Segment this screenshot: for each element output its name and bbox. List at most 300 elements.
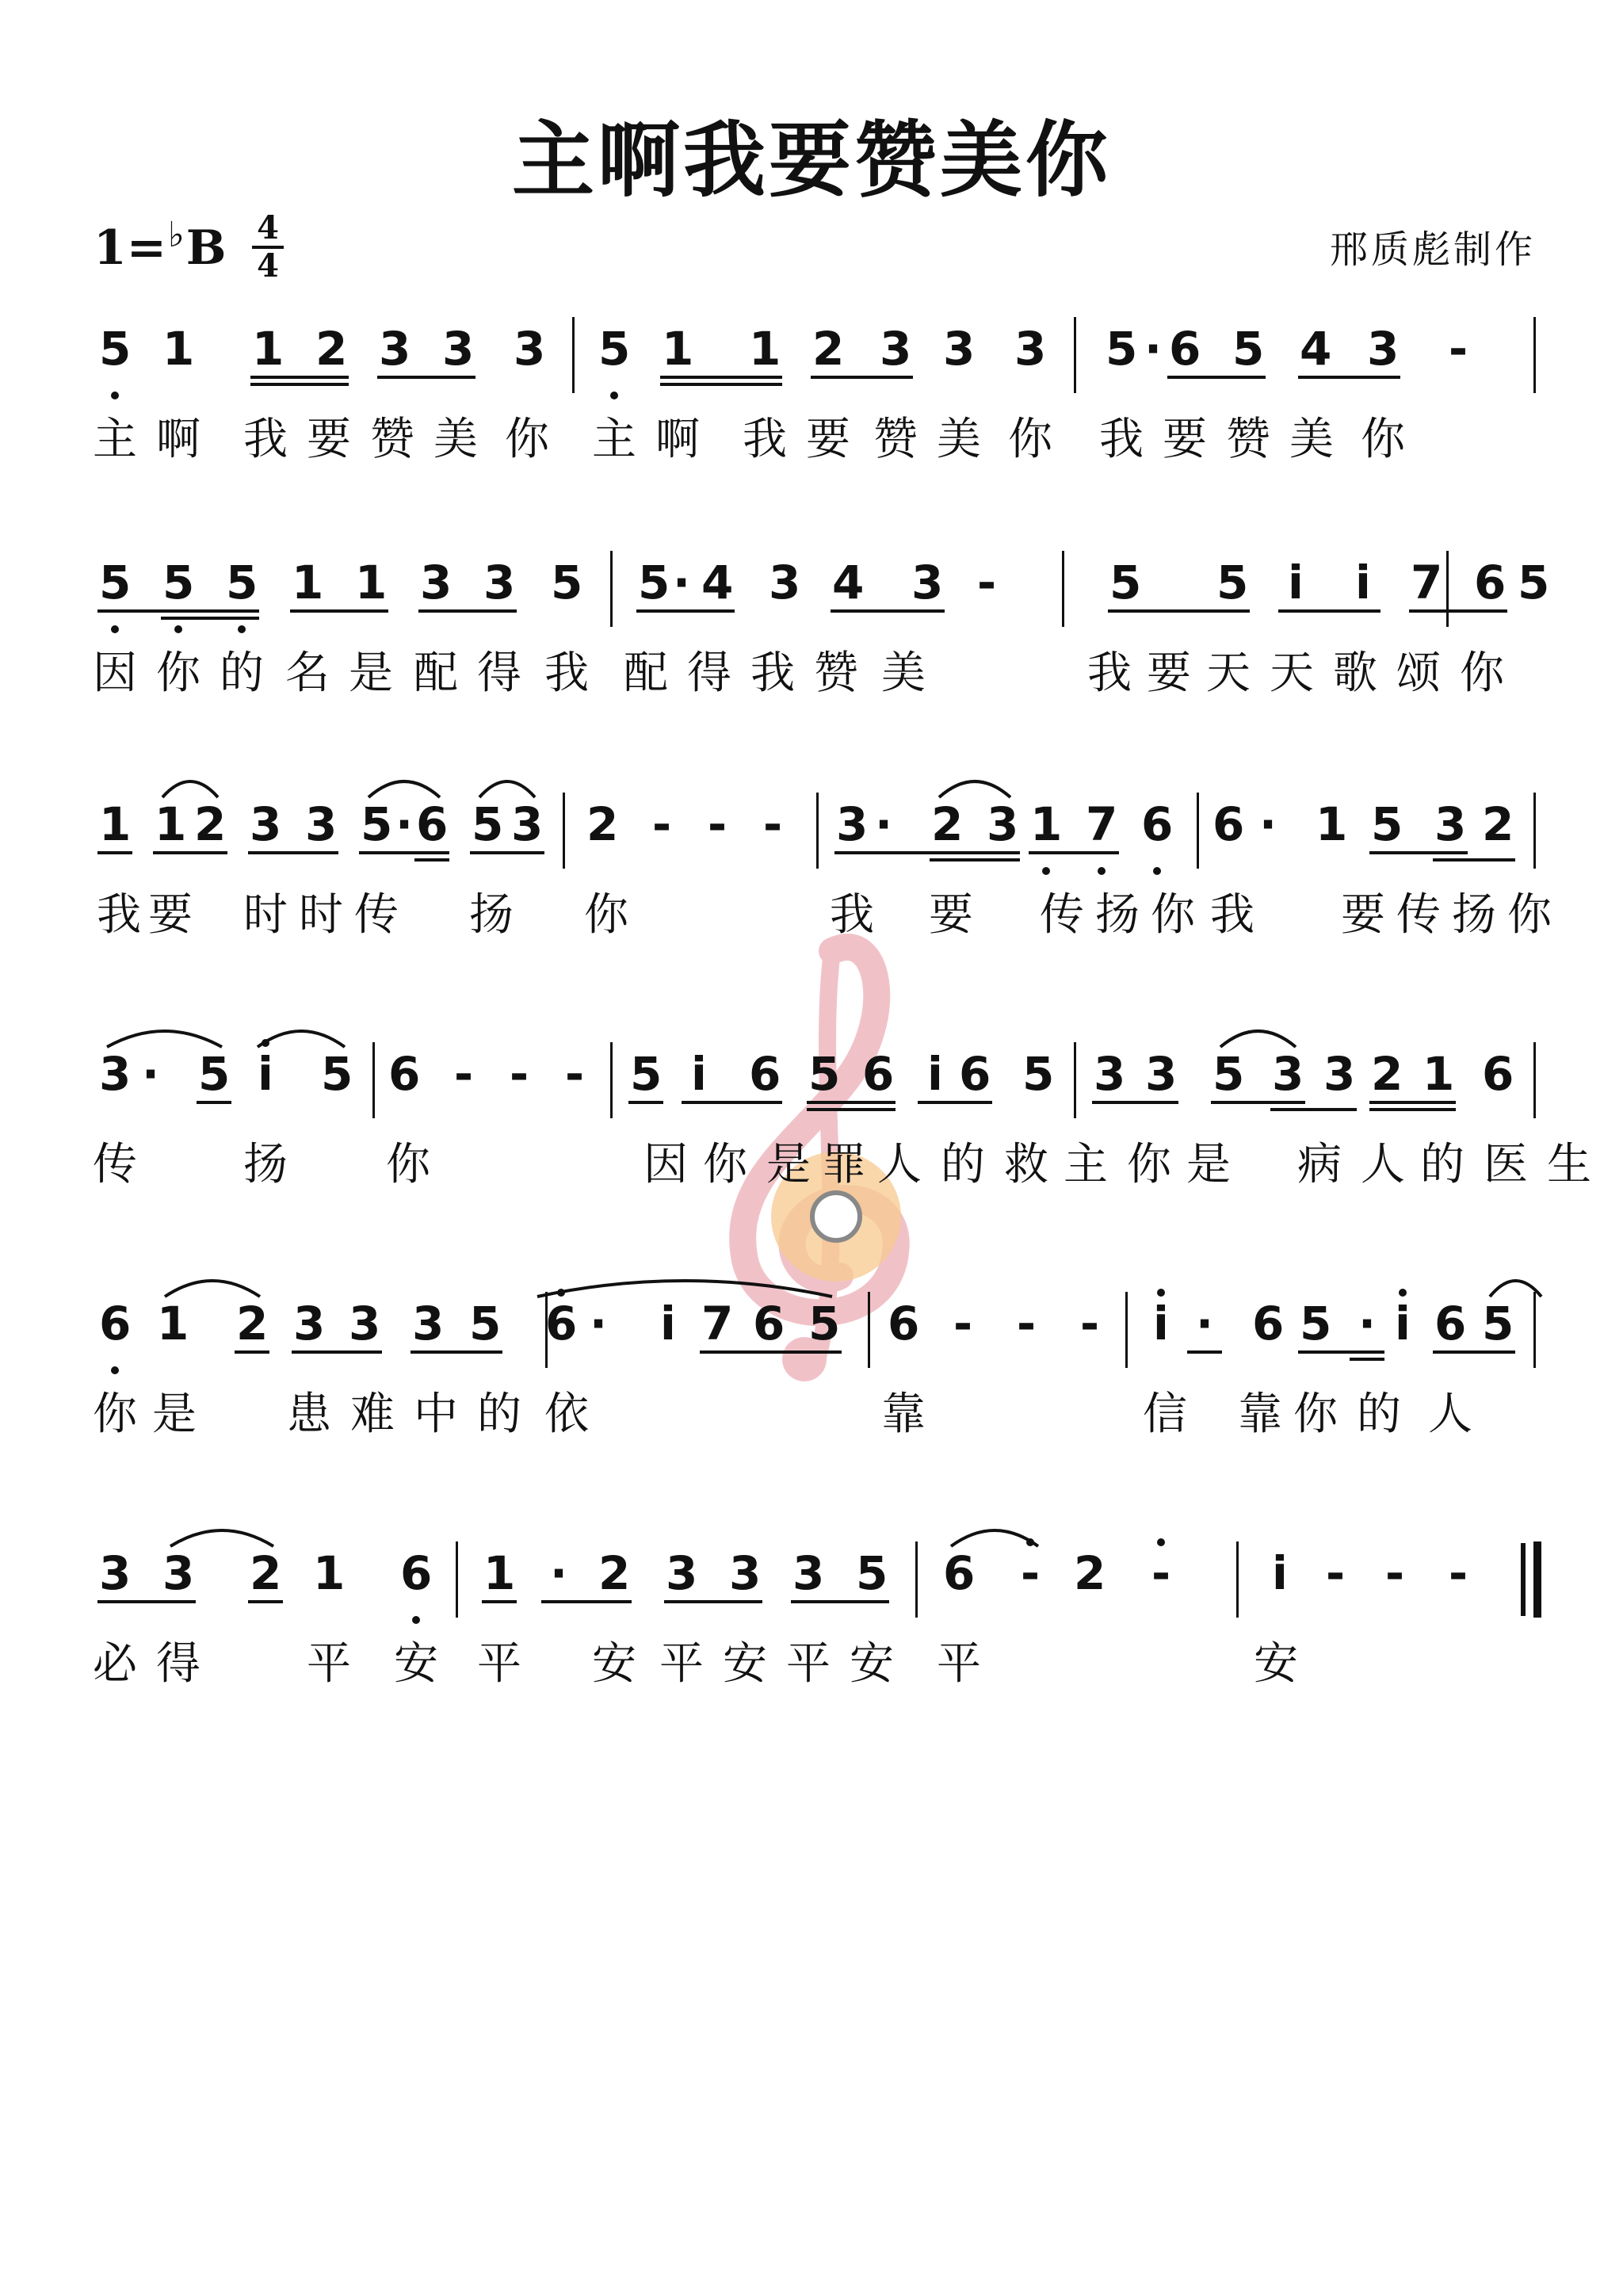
lyric-char: 美: [433, 414, 478, 465]
lyric-char: 你: [505, 414, 549, 465]
lyric-char: 平: [307, 1638, 351, 1690]
beam-underline: [1298, 1350, 1384, 1354]
beam-underline: [1369, 851, 1468, 854]
lyrics-line: [0, 1629, 1623, 1690]
beam-underline: [1433, 858, 1515, 861]
lyric-char: 平: [659, 1638, 704, 1690]
slurs-layer: [0, 295, 1623, 327]
barline: [610, 551, 613, 627]
flat-symbol: ♭: [168, 215, 185, 255]
beam-underline: [682, 1101, 782, 1104]
notes-line: [0, 543, 1623, 638]
note: 1: [749, 322, 781, 376]
note: 3: [836, 797, 869, 851]
note: 5: [551, 556, 583, 609]
beam-underline: [664, 1600, 762, 1603]
lyrics-line: [0, 1379, 1623, 1440]
barline: [1125, 1292, 1128, 1368]
note: 5: [1106, 322, 1138, 376]
barline: [372, 1042, 375, 1118]
lyrics-line: [0, 638, 1623, 699]
lyric-char: 要: [1163, 414, 1207, 465]
note: 2: [812, 322, 845, 376]
note: 3: [483, 556, 516, 609]
notes-line: [0, 1284, 1623, 1379]
lyric-char: 是: [152, 1389, 197, 1440]
note: 5: [808, 1297, 841, 1350]
note: i: [660, 1297, 676, 1350]
barline: [1074, 1042, 1076, 1118]
barline: [610, 1042, 613, 1118]
lyric-char: 要: [307, 414, 351, 465]
barline: [1533, 793, 1536, 869]
note: 3: [420, 556, 453, 609]
lyric-char: 扬: [1452, 889, 1496, 941]
lyric-char: 你: [703, 1139, 747, 1190]
slur: [162, 781, 218, 797]
low-octave-dot: [1042, 867, 1050, 875]
note: 4: [701, 556, 734, 609]
note: 7: [701, 1297, 734, 1350]
lyric-char: 必: [93, 1638, 137, 1690]
slur: [369, 781, 440, 797]
dash: -: [651, 797, 672, 851]
lyric-char: 的: [1357, 1389, 1401, 1440]
note: 5: [1300, 1297, 1332, 1350]
score-title: 主啊我要赞美你: [511, 111, 1111, 208]
dash: -: [564, 1047, 585, 1101]
note: 5: [198, 1047, 231, 1101]
lyrics-line: [0, 404, 1623, 465]
note: 3: [250, 797, 282, 851]
lyric-char: 我: [750, 648, 795, 699]
lyric-char: 安: [723, 1638, 767, 1690]
note: 6: [400, 1546, 433, 1600]
barline: [1062, 551, 1064, 627]
slur: [951, 1530, 1038, 1546]
lyric-char: 是: [349, 648, 393, 699]
note: 5: [856, 1546, 888, 1600]
dash: -: [453, 1047, 474, 1101]
barline: [1197, 793, 1199, 869]
lyric-char: 你: [584, 889, 628, 941]
lyric-char: 传: [1040, 889, 1084, 941]
lyric-char: 得: [477, 648, 521, 699]
beam-underline: [1211, 1101, 1305, 1104]
lyric-char: 歌: [1333, 648, 1377, 699]
beam-underline: [831, 609, 945, 613]
note: 1: [292, 556, 324, 609]
lyric-char: 要: [806, 414, 850, 465]
note: 3: [379, 322, 411, 376]
time-sig-top: 4: [257, 209, 279, 246]
slur: [170, 1530, 273, 1546]
dash: -: [1151, 1546, 1171, 1600]
note: i: [1355, 556, 1371, 609]
note: 3: [162, 1546, 195, 1600]
augmentation-dot: ·: [1358, 1297, 1377, 1350]
note: 1: [155, 797, 187, 851]
note: 5: [1482, 1297, 1514, 1350]
notes-line: [0, 309, 1623, 404]
notes-line: [0, 1034, 1623, 1129]
beam-underline: [1278, 609, 1381, 613]
note: i: [1272, 1546, 1288, 1600]
barline: [868, 1292, 870, 1368]
note: 5: [1518, 556, 1550, 609]
lyric-char: 平: [937, 1638, 981, 1690]
beam-underline: [1369, 1108, 1456, 1111]
augmentation-dot: ·: [1258, 797, 1277, 851]
note: 4: [832, 556, 865, 609]
note: i: [691, 1047, 707, 1101]
lyric-char: 要: [929, 889, 973, 941]
beam-underline: [482, 1600, 517, 1603]
note: 6: [753, 1297, 785, 1350]
beam-underline: [250, 376, 349, 379]
slurs-layer: [0, 529, 1623, 560]
low-octave-dot: [1098, 867, 1106, 875]
beam-underline: [1409, 609, 1507, 613]
note: 3: [99, 1546, 132, 1600]
lyric-char: 赞: [370, 414, 414, 465]
note: 1: [1316, 797, 1348, 851]
dash: -: [707, 797, 727, 851]
note: 1: [355, 556, 388, 609]
note: 3: [1323, 1047, 1356, 1101]
note: 6: [888, 1297, 920, 1350]
low-octave-dot: [111, 1366, 119, 1374]
note: 5: [598, 322, 631, 376]
beam-underline: [411, 1350, 502, 1354]
lyric-char: 主: [93, 414, 137, 465]
beam-underline: [290, 609, 388, 613]
note: 1: [483, 1546, 516, 1600]
note: 6: [545, 1297, 578, 1350]
key-prefix: 1=: [94, 220, 167, 276]
beam-underline: [541, 1600, 632, 1603]
lyric-char: 你: [386, 1139, 430, 1190]
beam-underline: [807, 1108, 896, 1111]
note: 3: [293, 1297, 326, 1350]
lyric-char: 靠: [881, 1389, 926, 1440]
lyric-char: 要: [1341, 889, 1385, 941]
note: 5: [1022, 1047, 1055, 1101]
note: 2: [1482, 797, 1514, 851]
slur: [107, 1031, 222, 1047]
lyric-char: 传: [1396, 889, 1441, 941]
note: 6: [1434, 1297, 1467, 1350]
note: 5: [1109, 556, 1142, 609]
note: 7: [1086, 797, 1118, 851]
lyric-char: 你: [1151, 889, 1195, 941]
note: 3: [943, 322, 976, 376]
beam-underline: [97, 609, 259, 613]
lyric-char: 主: [592, 414, 636, 465]
notes-line: [0, 785, 1623, 880]
barline: [456, 1541, 458, 1618]
key-letter: B: [185, 220, 227, 276]
lyric-char: 赞: [814, 648, 858, 699]
note: 6: [943, 1546, 976, 1600]
lyric-char: 平: [786, 1638, 831, 1690]
lyric-char: 是: [1186, 1139, 1231, 1190]
beam-underline: [292, 1350, 382, 1354]
lyric-char: 我: [544, 648, 589, 699]
lyric-char: 得: [156, 1638, 200, 1690]
note: i: [1395, 1297, 1411, 1350]
slurs-layer: [0, 1270, 1623, 1301]
lyric-char: 安: [850, 1638, 894, 1690]
note: 5: [1212, 1047, 1245, 1101]
note: 6: [959, 1047, 991, 1101]
note: i: [258, 1047, 273, 1101]
lyric-char: 中: [414, 1389, 458, 1440]
beam-underline: [660, 383, 782, 386]
lyric-char: 因: [93, 648, 137, 699]
beam-underline: [1092, 1101, 1178, 1104]
note: 3: [729, 1546, 762, 1600]
lyric-char: 平: [477, 1638, 521, 1690]
time-sig-bottom: 4: [257, 247, 279, 285]
lyric-char: 啊: [655, 414, 700, 465]
lyric-char: 我: [1210, 889, 1254, 941]
note: 3: [514, 322, 546, 376]
beam-underline: [1350, 1358, 1384, 1361]
lyric-char: 得: [687, 648, 731, 699]
note: 1: [162, 322, 195, 376]
lyric-char: 扬: [469, 889, 514, 941]
author-credit: 邢质彪制作: [1329, 227, 1536, 272]
note: i: [927, 1047, 943, 1101]
dash: -: [1448, 322, 1468, 376]
lyric-char: 颂: [1396, 648, 1441, 699]
note: 6: [99, 1297, 132, 1350]
augmentation-dot: ·: [1195, 1297, 1214, 1350]
lyric-char: 信: [1143, 1389, 1187, 1440]
note: 5: [1232, 322, 1265, 376]
lyric-char: 扬: [1095, 889, 1140, 941]
note: 3: [1367, 322, 1400, 376]
beam-underline: [359, 851, 449, 854]
note: 6: [1252, 1297, 1285, 1350]
note: 3: [792, 1546, 825, 1600]
barline: [1446, 551, 1449, 627]
note: 2: [236, 1297, 269, 1350]
low-octave-dot: [111, 392, 119, 399]
note: 5: [226, 556, 258, 609]
lyric-char: 依: [544, 1389, 589, 1440]
beam-underline: [700, 1350, 842, 1354]
lyric-char: 靠: [1238, 1389, 1282, 1440]
lyric-char: 的: [220, 648, 264, 699]
dash: -: [1020, 1546, 1041, 1600]
low-octave-dot: [1153, 867, 1161, 875]
beam-underline: [807, 1101, 896, 1104]
beam-underline: [153, 851, 227, 854]
note: 2: [931, 797, 964, 851]
note: 6: [416, 797, 449, 851]
barline: [1074, 317, 1076, 393]
beam-underline: [161, 617, 259, 620]
slur: [1220, 1031, 1296, 1047]
note: 3: [511, 797, 544, 851]
beam-underline: [660, 376, 782, 379]
note: 3: [1145, 1047, 1178, 1101]
note: 7: [1411, 556, 1443, 609]
beam-underline: [1167, 376, 1266, 379]
slurs-layer: [0, 1519, 1623, 1551]
note: i: [1153, 1297, 1169, 1350]
note: 5: [99, 322, 132, 376]
dash: -: [509, 1047, 529, 1101]
augmentation-dot: ·: [395, 797, 414, 851]
note: 2: [315, 322, 348, 376]
dash: -: [953, 1297, 973, 1350]
barline: [1533, 1292, 1536, 1368]
lyric-char: 你: [156, 648, 200, 699]
beam-underline: [1369, 1101, 1456, 1104]
barline: [816, 793, 819, 869]
note: i: [1288, 556, 1304, 609]
dash: -: [1384, 1546, 1405, 1600]
slur: [537, 1281, 832, 1297]
note: 1: [99, 797, 132, 851]
lyric-char: 因: [643, 1139, 688, 1190]
beam-underline: [418, 609, 517, 613]
note: 3: [1272, 1047, 1304, 1101]
lyric-char: 的: [1420, 1139, 1465, 1190]
beam-underline: [930, 858, 1020, 861]
beam-underline: [248, 851, 338, 854]
slur: [939, 781, 1010, 797]
note: 3: [305, 797, 338, 851]
dash: -: [1325, 1546, 1346, 1600]
low-octave-dot: [111, 625, 119, 633]
slur: [258, 1031, 345, 1047]
lyric-char: 安: [592, 1638, 636, 1690]
note: 1: [157, 1297, 189, 1350]
note: 6: [1212, 797, 1245, 851]
beam-underline: [1029, 851, 1119, 854]
beam-underline: [1298, 376, 1400, 379]
final-barline: [1533, 1541, 1541, 1618]
lyric-char: 我: [243, 414, 288, 465]
lyric-char: 配: [414, 648, 458, 699]
lyric-char: 的: [477, 1389, 521, 1440]
beam-underline: [834, 851, 1020, 854]
note: 6: [1474, 556, 1507, 609]
lyric-char: 人: [1428, 1389, 1472, 1440]
beam-underline: [250, 383, 349, 386]
note: 3: [349, 1297, 381, 1350]
lyric-char: 我: [97, 889, 141, 941]
beam-underline: [197, 1101, 231, 1104]
lyric-char: 天: [1206, 648, 1251, 699]
lyric-char: 患: [287, 1389, 331, 1440]
lyric-char: 天: [1270, 648, 1314, 699]
augmentation-dot: ·: [1144, 322, 1163, 376]
note: 4: [1300, 322, 1332, 376]
beam-underline: [235, 1350, 269, 1354]
note: 3: [99, 1047, 132, 1101]
lyric-char: 你: [1127, 1139, 1171, 1190]
lyric-char: 罪: [822, 1139, 866, 1190]
low-octave-dot: [238, 625, 246, 633]
note: 6: [1141, 797, 1174, 851]
dash: -: [1016, 1297, 1037, 1350]
note: 2: [1371, 1047, 1403, 1101]
note: 1: [662, 322, 694, 376]
lyric-char: 你: [93, 1389, 137, 1440]
note: 6: [1169, 322, 1201, 376]
lyric-char: 要: [1147, 648, 1191, 699]
note: 6: [1482, 1047, 1514, 1101]
barline: [915, 1541, 918, 1618]
augmentation-dot: ·: [141, 1047, 160, 1101]
note: 2: [194, 797, 227, 851]
note: 5: [630, 1047, 663, 1101]
barline: [563, 793, 565, 869]
time-signature: [252, 209, 284, 285]
note: 5: [638, 556, 670, 609]
note: 5: [1216, 556, 1249, 609]
beam-underline: [248, 1600, 283, 1603]
note: 5: [321, 1047, 353, 1101]
key-signature: [94, 215, 227, 276]
lyric-char: 我: [1099, 414, 1144, 465]
lyric-char: 扬: [243, 1139, 288, 1190]
lyrics-line: [0, 1129, 1623, 1190]
note: 6: [388, 1047, 421, 1101]
note: 3: [666, 1546, 698, 1600]
lyric-char: 我: [1087, 648, 1132, 699]
lyric-char: 我: [743, 414, 787, 465]
slur: [479, 781, 535, 797]
lyric-char: 传: [93, 1139, 137, 1190]
note: 5: [99, 556, 132, 609]
lyric-char: 主: [1064, 1139, 1108, 1190]
note: 3: [1014, 322, 1047, 376]
barline: [1236, 1541, 1239, 1618]
low-octave-dot: [412, 1616, 420, 1624]
note: 3: [442, 322, 475, 376]
lyric-char: 美: [881, 648, 926, 699]
beam-underline: [628, 1101, 663, 1104]
beam-underline: [97, 851, 132, 854]
lyric-char: 名: [285, 648, 330, 699]
lyric-char: 配: [624, 648, 668, 699]
beam-underline: [1433, 1350, 1515, 1354]
note: 3: [911, 556, 944, 609]
lyric-char: 的: [941, 1139, 985, 1190]
beam-underline: [414, 858, 449, 861]
slur: [165, 1281, 260, 1297]
note: 5: [472, 797, 504, 851]
beam-underline: [1108, 609, 1250, 613]
note: 5: [1371, 797, 1403, 851]
note: 6: [749, 1047, 781, 1101]
lyric-char: 安: [394, 1638, 438, 1690]
note: 1: [252, 322, 285, 376]
note: 5: [469, 1297, 502, 1350]
dash: -: [976, 556, 997, 609]
note: 5: [361, 797, 393, 851]
augmentation-dot: ·: [589, 1297, 608, 1350]
beam-underline: [377, 376, 475, 379]
note: 3: [412, 1297, 445, 1350]
slur: [1490, 1281, 1541, 1297]
